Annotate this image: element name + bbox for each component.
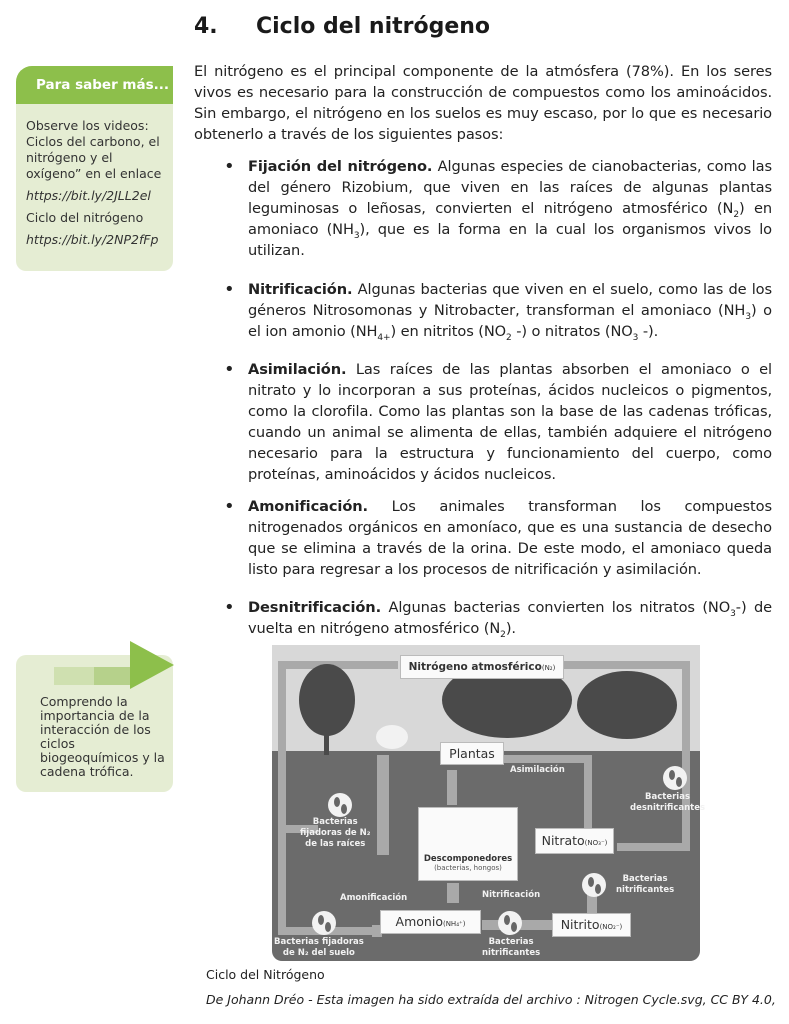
learning-goal-text: Comprendo la importancia de la interacción de los ciclos biogeoquímicos y la cadena trófica. (40, 694, 165, 779)
text-run: El nitrógeno es el principal componente de la atmósfera (78%). En los seres vivos es necesario para la construcción de compuestos como los aminoácidos. Sin embargo, el nitrógeno en los suelos es muy escaso, por lo que es necesario obtenerlo a través de los siguientes pasos: (194, 63, 772, 143)
label-line: Bacterias fijadoras (274, 937, 364, 947)
para-saber-mas-box (16, 66, 173, 271)
text-run: Las raíces de las plantas absorben el amoniaco o el nitrato y lo incorporan a sus proteínas, ácidos nucleicos o pigmentos, como la clorofila. Como las plantas son la base de las cadenas tróficas, cuando un animal se alimenta de ellas, también adquiere el nitrógeno necesario para la estructura y funcionamiento del cuerpo, como proteínas, aminoácidos y ácidos nucleicos. (248, 361, 772, 483)
aside-header: Para saber más... (16, 66, 173, 104)
video-link-1[interactable]: https://bit.ly/2JLL2el (26, 188, 151, 203)
ammonification-label: Amonificación (340, 893, 408, 903)
label-line: fijadoras de N₂ (300, 828, 371, 838)
subscript: 4+ (377, 332, 391, 343)
aside-text-2: Ciclo del nitrógeno (26, 210, 144, 225)
subscript: 2 (500, 629, 506, 640)
nitrite-formula: (NO₂⁻) (599, 923, 623, 931)
nitrite-box (552, 913, 631, 937)
text-run: ), que es la forma en la cual los organismos vivos lo utilizan. (248, 221, 773, 259)
nitrate-box (535, 828, 614, 854)
label-line: Bacterias (312, 817, 358, 827)
text-run: Algunas especies de cianobacterias, como las del género Rizobium, que viven en las raíces de algunas plantas leguminosas o leñosas, convierten el nitrógeno atmosférico (N (248, 158, 772, 217)
nitrogen-cycle-diagram (272, 645, 706, 961)
nitrate-formula: (NO₃⁻) (584, 839, 608, 847)
text-run: ). (505, 620, 516, 637)
subscript: 3 (632, 332, 639, 343)
decomposers-sub: (bacterias, hongos) (434, 864, 502, 872)
label-line: de N₂ del suelo (282, 948, 355, 958)
root-fixing-bacteria-label (300, 817, 370, 850)
rabbit-icon (376, 725, 408, 749)
atmos-label: Nitrógeno atmosférico (408, 661, 542, 673)
bullet-term: Asimilación. (248, 361, 347, 378)
learning-goal-box (16, 655, 173, 792)
subscript: 2 (733, 209, 739, 220)
nitrifying-bacteria-label (616, 874, 674, 896)
label-line: nitrificantes (616, 885, 675, 895)
label-line: Bacterias (488, 937, 534, 947)
bullet-nitrificacion (248, 279, 772, 342)
decomposers-box (418, 807, 518, 881)
label-line: Bacterias (622, 874, 668, 884)
bullet-term: Nitrificación. (248, 281, 353, 298)
arrow-bar (94, 667, 132, 685)
figure-credit: De Johann Dréo - Esta imagen ha sido extraída del archivo : Nitrogen Cycle.svg, CC BY 4.0, (206, 992, 776, 1007)
bullet-asimilacion (248, 359, 772, 485)
text-run: -) de vuelta en nitrógeno atmosférico (N (248, 599, 772, 637)
ammonium-label: Amonio (395, 914, 443, 929)
label-line: Bacterias (645, 792, 691, 802)
figure-caption: Ciclo del Nitrógeno (206, 967, 325, 982)
bullet-desnitrificacion (248, 597, 772, 639)
nitrifying-bacteria-bottom-label (482, 937, 540, 959)
ammonium-box (380, 910, 481, 934)
text-run: Algunas bacterias que viven en el suelo, como las de los géneros Nitrosomonas y Nitrobacter, transforman el amoniaco (NH (248, 281, 772, 319)
nitrate-label: Nitrato (541, 833, 585, 848)
label-line: nitrificantes (482, 948, 541, 958)
subscript: 3 (353, 230, 360, 241)
bullet-amonificacion (248, 496, 772, 580)
intro-paragraph (194, 61, 772, 145)
subscript: 3 (745, 311, 751, 322)
nitrite-label: Nitrito (560, 917, 600, 932)
aside-text: Observe los videos: Ciclos del carbono, el nitrógeno y el oxígeno” en el enlace (26, 118, 162, 181)
label-line: desnitrificantes (630, 803, 706, 813)
text-run: ) o el ion amonio (NH (248, 302, 772, 340)
soil-fixing-bacteria-label (274, 937, 364, 959)
bullet-fijacion (248, 156, 772, 261)
label-line: de las raíces (305, 839, 366, 849)
plants-box: Plantas (440, 742, 504, 765)
ammonium-formula: (NH₄⁺) (442, 920, 466, 928)
section-title (194, 14, 490, 39)
text-run: -). (638, 323, 659, 340)
atmos-formula: (N₂) (541, 664, 556, 672)
bullet-term: Amonificación. (248, 498, 368, 515)
denitrifying-bacteria-label (630, 792, 705, 814)
section-title-text: Ciclo del nitrógeno (256, 14, 491, 39)
subscript: 3 (730, 608, 736, 619)
text-run: Algunas bacterias convierten los nitratos (NO (381, 599, 731, 616)
atmospheric-nitrogen-box (400, 655, 564, 679)
nitrification-label: Nitrificación (482, 890, 541, 900)
text-run: Los animales transforman los compuestos nitrogenados orgánicos en amoníaco, que es una sustancia de desecho que se elimina a través de la orina. De este modo, el amoniaco queda listo para regresar a los procesos de nitrificación y asimilación. (248, 498, 772, 578)
text-run: -) o nitratos (NO (511, 323, 633, 340)
section-number: 4. (194, 14, 218, 39)
decomposers-label: Descomponedores (423, 854, 513, 864)
bullet-term: Desnitrificación. (248, 599, 382, 616)
subscript: 2 (506, 332, 512, 343)
text-run: ) en nitritos (NO (390, 323, 507, 340)
assimilation-label: Asimilación (510, 765, 565, 775)
bullet-term: Fijación del nitrógeno. (248, 158, 433, 175)
text-run: ) en amoniaco (NH (248, 200, 772, 238)
arrow-right-icon (130, 641, 174, 689)
video-link-2[interactable]: https://bit.ly/2NP2fFp (26, 232, 159, 247)
